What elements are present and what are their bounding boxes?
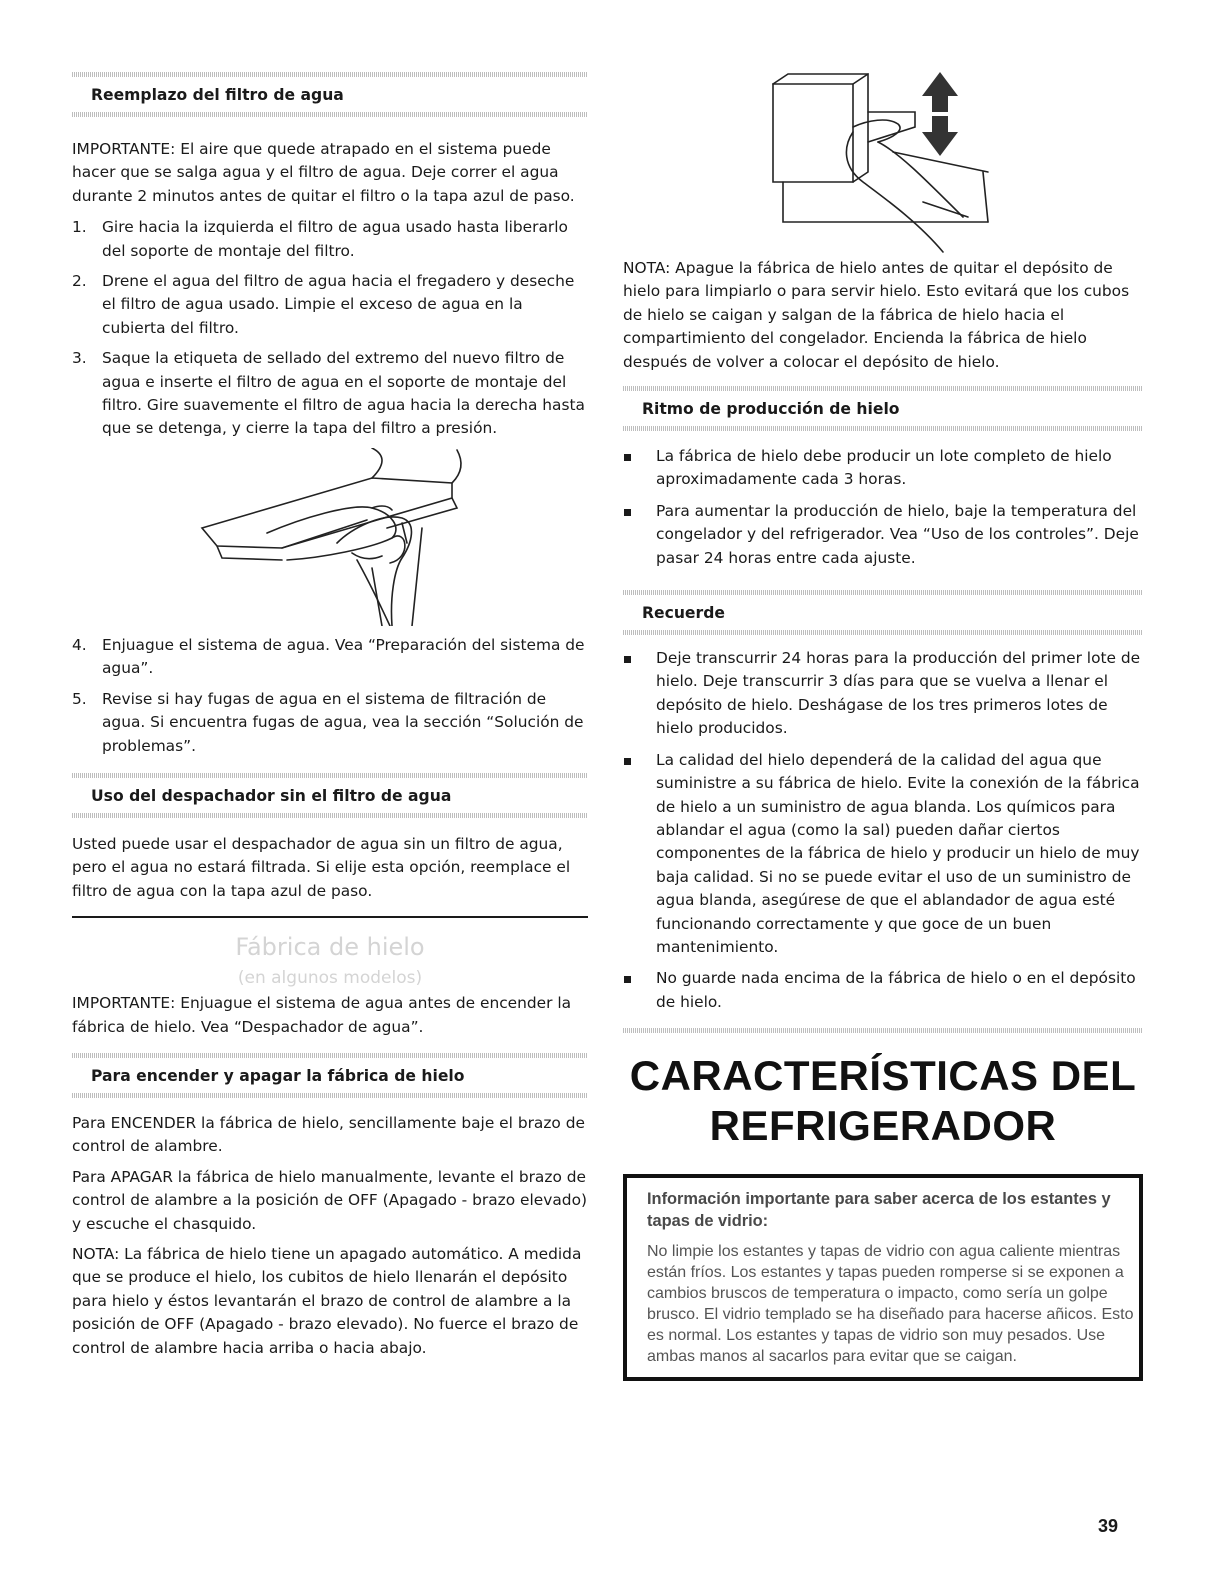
ice-maker-title: Fábrica de hielo — [235, 933, 425, 962]
filter-steps-list — [72, 216, 588, 441]
glass-shelves-notice — [623, 1174, 1143, 1381]
features-title-line2: REFRIGERADOR — [709, 1102, 1057, 1150]
filter-steps-after-list — [72, 634, 588, 758]
filter-important-text: IMPORTANTE: El aire que quede atrapado en el sistema puede hacer que se salga agua y el filtro de agua. Deje correr el agua durante 2 minutos antes de quitar el filtro o la tapa azul de paso. — [72, 140, 575, 205]
bullet-icon — [624, 758, 631, 765]
list-item: No guarde nada encima de la fábrica de hielo o en el depósito de hielo. — [623, 967, 1143, 1014]
ice-maker-important: IMPORTANTE: Enjuague el sistema de agua antes de encender la fábrica de hielo. Vea “Despachador de agua”. — [72, 994, 572, 1036]
right-column — [623, 0, 1143, 1381]
on-off-heading: Para encender y apagar la fábrica de hielo — [91, 1066, 465, 1085]
dispenser-no-filter-text: Usted puede usar el despachador de agua sin un filtro de agua, pero el agua no estará filtrada. Si elije esta opción, reemplace el filtro de agua con la tapa azul de paso. — [72, 834, 571, 900]
on-off-p1: Para ENCENDER la fábrica de hielo, sencillamente baje el brazo de control de alambre. — [72, 1113, 585, 1156]
list-item: Deje transcurrir 24 horas para la producción del primer lote de hielo. Deje transcurrir 3 días para que se vuelva a llenar el depósito de hielo. Deshágase de los tres primeros lotes de hielo producidos. — [623, 647, 1143, 741]
down-arrow-icon — [922, 116, 958, 156]
remember-bullets — [623, 647, 1143, 1014]
filter-illustration — [72, 448, 588, 626]
list-item: Para aumentar la producción de hielo, baje la temperatura del congelador y del refrigerador. Vea “Uso de los controles”. Deje pasar 24 horas entre cada ajuste. — [623, 500, 1143, 570]
list-item: 3. Saque la etiqueta de sellado del extremo del nuevo filtro de agua e inserte el filtro de agua en el soporte de montaje del filtro. Gire suavemente el filtro de agua hacia la derecha hasta que se detenga, y cierre la tapa del filtro a presión. — [72, 349, 585, 438]
rate-bullets — [623, 445, 1143, 570]
left-column — [72, 0, 588, 1360]
list-item: 4. Enjuague el sistema de agua. Vea “Preparación del sistema de agua”. — [72, 635, 585, 678]
list-item: 5. Revise si hay fugas de agua en el sistema de filtración de agua. Si encuentra fugas de agua, vea la sección “Solución de problemas”. — [72, 689, 584, 755]
list-item: 2. Drene el agua del filtro de agua hacia el fregadero y deseche el filtro de agua usado. Limpie el exceso de agua en la cubierta del filtro. — [72, 272, 575, 337]
page-number: 39 — [1098, 1516, 1119, 1536]
ice-bin-illustration — [623, 72, 1143, 254]
notice-body: No limpie los estantes y tapas de vidrio con agua caliente mientras están fríos. Los estantes y tapas pueden romperse si se exponen a cambios bruscos de temperatura o impacto, como sería un golpe brusco. El vidrio templado se ha diseñado para hacerse añicos. Esto es normal. Los estantes y tapas de vidrio son muy pesados. Use ambas manos al sacarlos para evitar que se caigan. — [647, 1243, 1134, 1366]
on-off-p3: NOTA: La fábrica de hielo tiene un apagado automático. A medida que se produce el hielo, los cubitos de hielo llenarán el depósito para hielo y éstos levantarán el brazo de control de alambre a la posición de OFF (Apagado - brazo elevado). No fuerce el brazo de control de alambre hacia arriba o hacia abajo. — [72, 1244, 582, 1357]
filter-replace-heading: Reemplazo del filtro de agua — [91, 86, 344, 104]
bullet-icon — [624, 509, 631, 516]
bullet-icon — [624, 656, 631, 663]
ice-maker-subtitle: (en algunos modelos) — [237, 968, 423, 989]
up-arrow-icon — [922, 72, 958, 112]
list-item: 1. Gire hacia la izquierda el filtro de agua usado hasta liberarlo del soporte de montaje del filtro. — [72, 218, 568, 260]
list-item: La calidad del hielo dependerá de la calidad del agua que suministre a su fábrica de hielo. Evite la conexión de la fábrica de hielo a un suministro de agua blanda. Los químicos para ablandar el agua (como la sal) pueden dañar ciertos componentes de la fábrica de hielo y producir un hielo de muy baja calidad. Si no se puede evitar el uso de un suministro de agua blanda, asegúrese de que el ablandador de agua esté funcionando correctamente y que goce de un buen mantenimiento. — [623, 749, 1143, 960]
bullet-icon — [624, 454, 631, 461]
right-note-text: NOTA: Apague la fábrica de hielo antes de quitar el depósito de hielo para limpiarlo o para servir hielo. Esto evitará que los cubos de hielo se caigan y salgan de la fábrica de hielo hacia el compartimiento del congelador. Encienda la fábrica de hielo después de volver a colocar el depósito de hielo. — [623, 259, 1130, 371]
dispenser-no-filter-heading: Uso del despachador sin el filtro de agua — [91, 786, 452, 805]
notice-title: Información importante para saber acerca de los estantes y tapas de vidrio: — [647, 1190, 1111, 1231]
on-off-p2: Para APAGAR la fábrica de hielo manualmente, levante el brazo de control de alambre a la posición de OFF (Apagado - brazo elevado) y escuche el chasquido. — [72, 1167, 587, 1233]
features-title-line1: CARACTERÍSTICAS DEL — [629, 1052, 1137, 1100]
remember-heading: Recuerde — [642, 604, 725, 623]
rate-heading: Ritmo de producción de hielo — [642, 400, 900, 419]
bullet-icon — [624, 976, 631, 983]
list-item: La fábrica de hielo debe producir un lote completo de hielo aproximadamente cada 3 horas. — [623, 445, 1143, 492]
